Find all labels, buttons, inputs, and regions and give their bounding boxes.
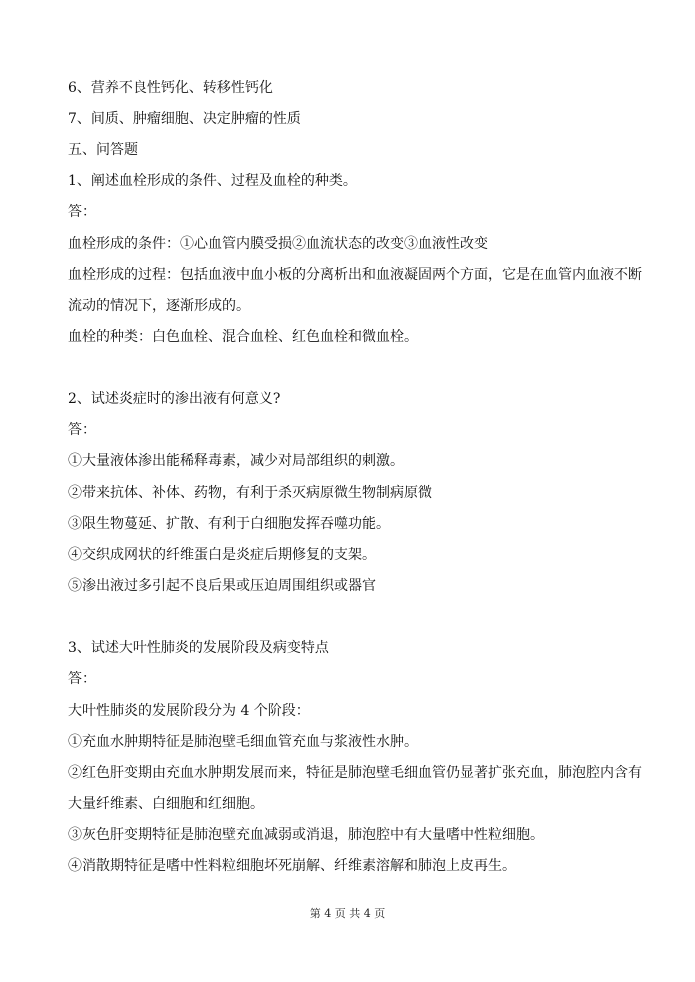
list-item: ②带来抗体、补体、药物，有利于杀灭病原微生物制病原微: [68, 485, 432, 501]
answer-label: 答：: [68, 422, 96, 438]
list-item: ①充血水肿期特征是肺泡壁毛细血管充血与浆液性水肿。: [68, 734, 418, 750]
paragraph-line: 血栓形成的过程：包括血液中血小板的分离析出和血液凝固两个方面，它是在血管内血液不断: [68, 267, 642, 283]
list-item: ④交织成网状的纤维蛋白是炎症后期修复的支架。: [68, 547, 376, 563]
list-item: ⑤渗出液过多引起不良后果或压迫周围组织或器官: [68, 578, 376, 594]
list-item: ③灰色肝变期特征是肺泡壁充血减弱或消退，肺泡腔中有大量嗜中性粒细胞。: [68, 827, 544, 843]
list-item: ③限生物蔓延、扩散、有利于白细胞发挥吞噬功能。: [68, 516, 390, 532]
question-1: 1、阐述血栓形成的条件、过程及血栓的种类。: [68, 173, 357, 189]
paragraph-line: 血栓形成的条件：①心血管内膜受损②血流状态的改变③血液性改变: [68, 236, 488, 252]
section-heading-qa: 五、问答题: [68, 142, 138, 158]
list-item: ④消散期特征是嗜中性料粒细胞坏死崩解、纤维素溶解和肺泡上皮再生。: [68, 858, 516, 874]
question-2: 2、试述炎症时的渗出液有何意义?: [68, 391, 281, 407]
answer-label: 答：: [68, 204, 96, 220]
question-3: 3、试述大叶性肺炎的发展阶段及病变特点: [68, 640, 329, 656]
answer-line-7: 7、间质、肿瘤细胞、决定肿瘤的性质: [68, 111, 301, 127]
paragraph-line: 流动的情况下，逐渐形成的。: [68, 298, 250, 314]
paragraph-line: 大叶性肺炎的发展阶段分为 4 个阶段：: [68, 703, 310, 719]
page-number-footer: 第 4 页 共 4 页: [309, 907, 386, 920]
list-item: ①大量液体渗出能稀释毒素，减少对局部组织的刺激。: [68, 453, 404, 469]
paragraph-line: 血栓的种类：白色血栓、混合血栓、红色血栓和微血栓。: [68, 329, 418, 345]
answer-line-6: 6、营养不良性钙化、转移性钙化: [68, 80, 273, 96]
answer-label: 答：: [68, 671, 96, 687]
list-item-continuation: 大量纤维素、白细胞和红细胞。: [68, 796, 264, 812]
list-item: ②红色肝变期由充血水肿期发展而来，特征是肺泡壁毛细血管仍显著扩张充血，肺泡腔内含有: [68, 765, 642, 781]
